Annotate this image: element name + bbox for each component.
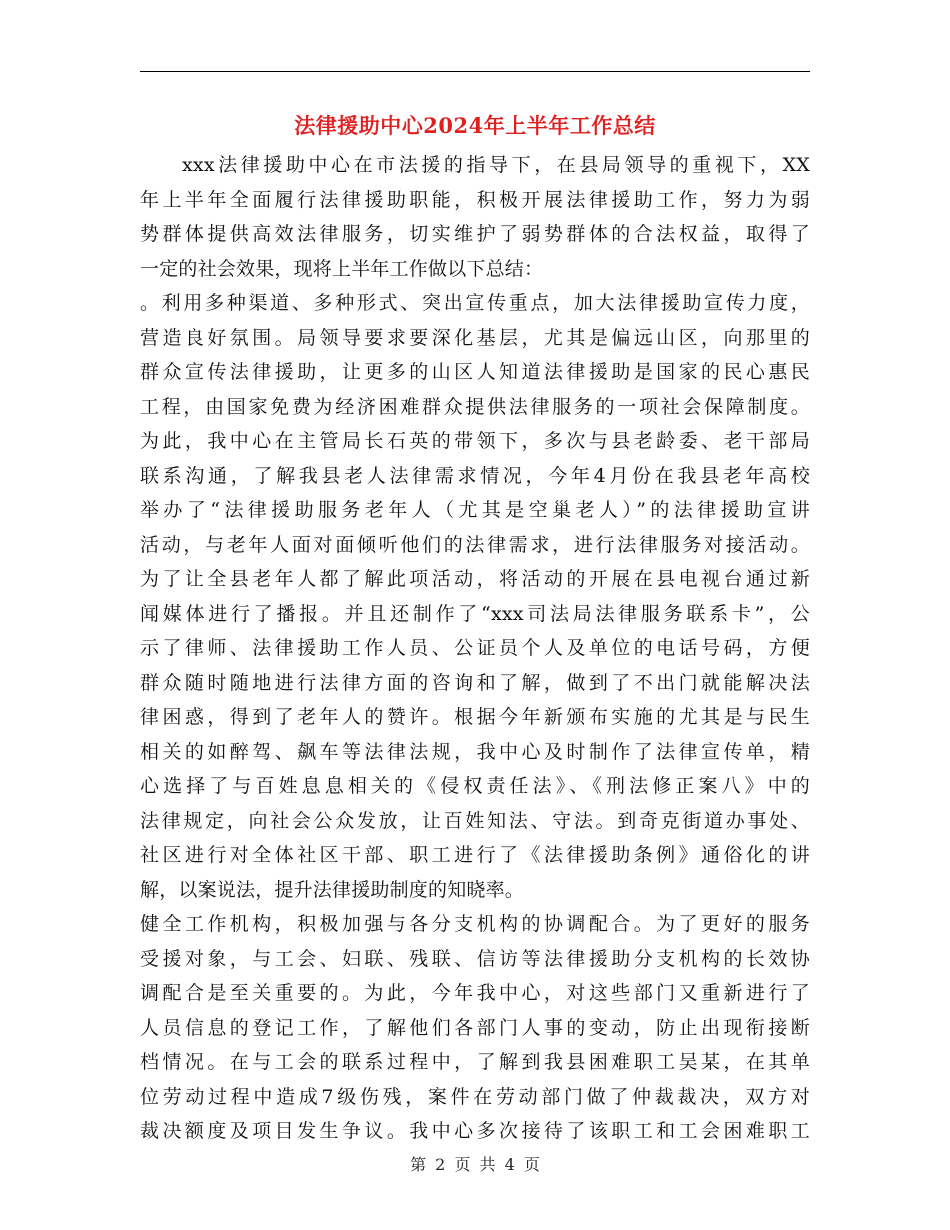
text-line: 群众随时随地进行法律方面的咨询和了解，做到了不出门就能解决法: [140, 671, 810, 694]
text-line: 位劳动过程中造成7级伤残，案件在劳动部门做了仲裁裁决，双方对: [140, 1085, 810, 1108]
text-line: 为此，我中心在主管局长石英的带领下，多次与县老龄委、老干部局: [140, 430, 810, 452]
text-line: 法律规定，向社会公众发放，让百姓知法、守法。到奇克街道办事处、: [140, 809, 810, 832]
text-line: 相关的如醉驾、飙车等法律法规，我中心及时制作了法律宣传单，精: [140, 740, 810, 763]
text-line: 活动，与老年人面对面倾听他们的法律需求，进行法律服务对接活动。: [140, 533, 810, 556]
text-line: 营造良好氛围。局领导要求要深化基层，尤其是偏远山区，向那里的: [140, 326, 810, 349]
text-line: 人员信息的登记工作，了解他们各部门人事的变动，防止出现衔接断: [140, 1016, 810, 1039]
text-line: 示了律师、法律援助工作人员、公证员个人及单位的电话号码，方便: [140, 637, 810, 659]
text-line: 工程，由国家免费为经济困难群众提供法律服务的一项社会保障制度。: [140, 395, 810, 418]
text-line: 。利用多种渠道、多种形式、突出宣传重点，加大法律援助宣传力度，: [140, 292, 810, 314]
text-line: 势群体提供高效法律服务，切实维护了弱势群体的合法权益，取得了: [140, 223, 810, 245]
document-title: 法律援助中心2024年上半年工作总结: [294, 113, 656, 138]
text-line: 群众宣传法律援助，让更多的山区人知道法律援助是国家的民心惠民: [140, 361, 810, 383]
text-line: 心选择了与百姓息息相关的《侵权责任法》、《刑法修正案八》中的: [140, 775, 810, 797]
text-line: 闻媒体进行了播报。并且还制作了“xxx司法局法律服务联系卡”，公: [140, 602, 810, 625]
text-line: 档情况。在与工会的联系过程中，了解到我县困难职工吴某，在其单: [140, 1051, 810, 1073]
document-body: [140, 148, 810, 1149]
text-line: 调配合是至关重要的。为此，今年我中心，对这些部门又重新进行了: [140, 982, 810, 1004]
text-line: 受援对象，与工会、妇联、残联、信访等法律援助分支机构的长效协: [140, 947, 810, 970]
text-line: 裁决额度及项目发生争议。我中心多次接待了该职工和工会困难职工: [140, 1120, 810, 1142]
text-line: 年上半年全面履行法律援助职能，积极开展法律援助工作，努力为弱: [140, 188, 810, 211]
text-line: 律困惑，得到了老年人的赞许。根据今年新颁布实施的尤其是与民生: [140, 706, 810, 728]
page-number: 第 2 页 共 4 页: [410, 1155, 540, 1174]
text-line: 为了让全县老年人都了解此项活动，将活动的开展在县电视台通过新: [140, 568, 810, 590]
header-rule: [140, 71, 810, 72]
text-line: 联系沟通，了解我县老人法律需求情况，今年4月份在我县老年高校: [140, 464, 810, 487]
text-line: 举办了“法律援助服务老年人（尤其是空巢老人）”的法律援助宣讲: [140, 499, 810, 521]
text-line: 健全工作机构，积极加强与各分支机构的协调配合。为了更好的服务: [140, 913, 810, 935]
text-line: xxx法律援助中心在市法援的指导下，在县局领导的重视下，XX: [182, 154, 810, 176]
text-line: 解，以案说法，提升法律援助制度的知晓率。: [140, 878, 525, 901]
text-line: 社区进行对全体社区干部、职工进行了《法律援助条例》通俗化的讲: [140, 844, 810, 866]
text-line: 一定的社会效果，现将上半年工作做以下总结：: [140, 257, 544, 280]
